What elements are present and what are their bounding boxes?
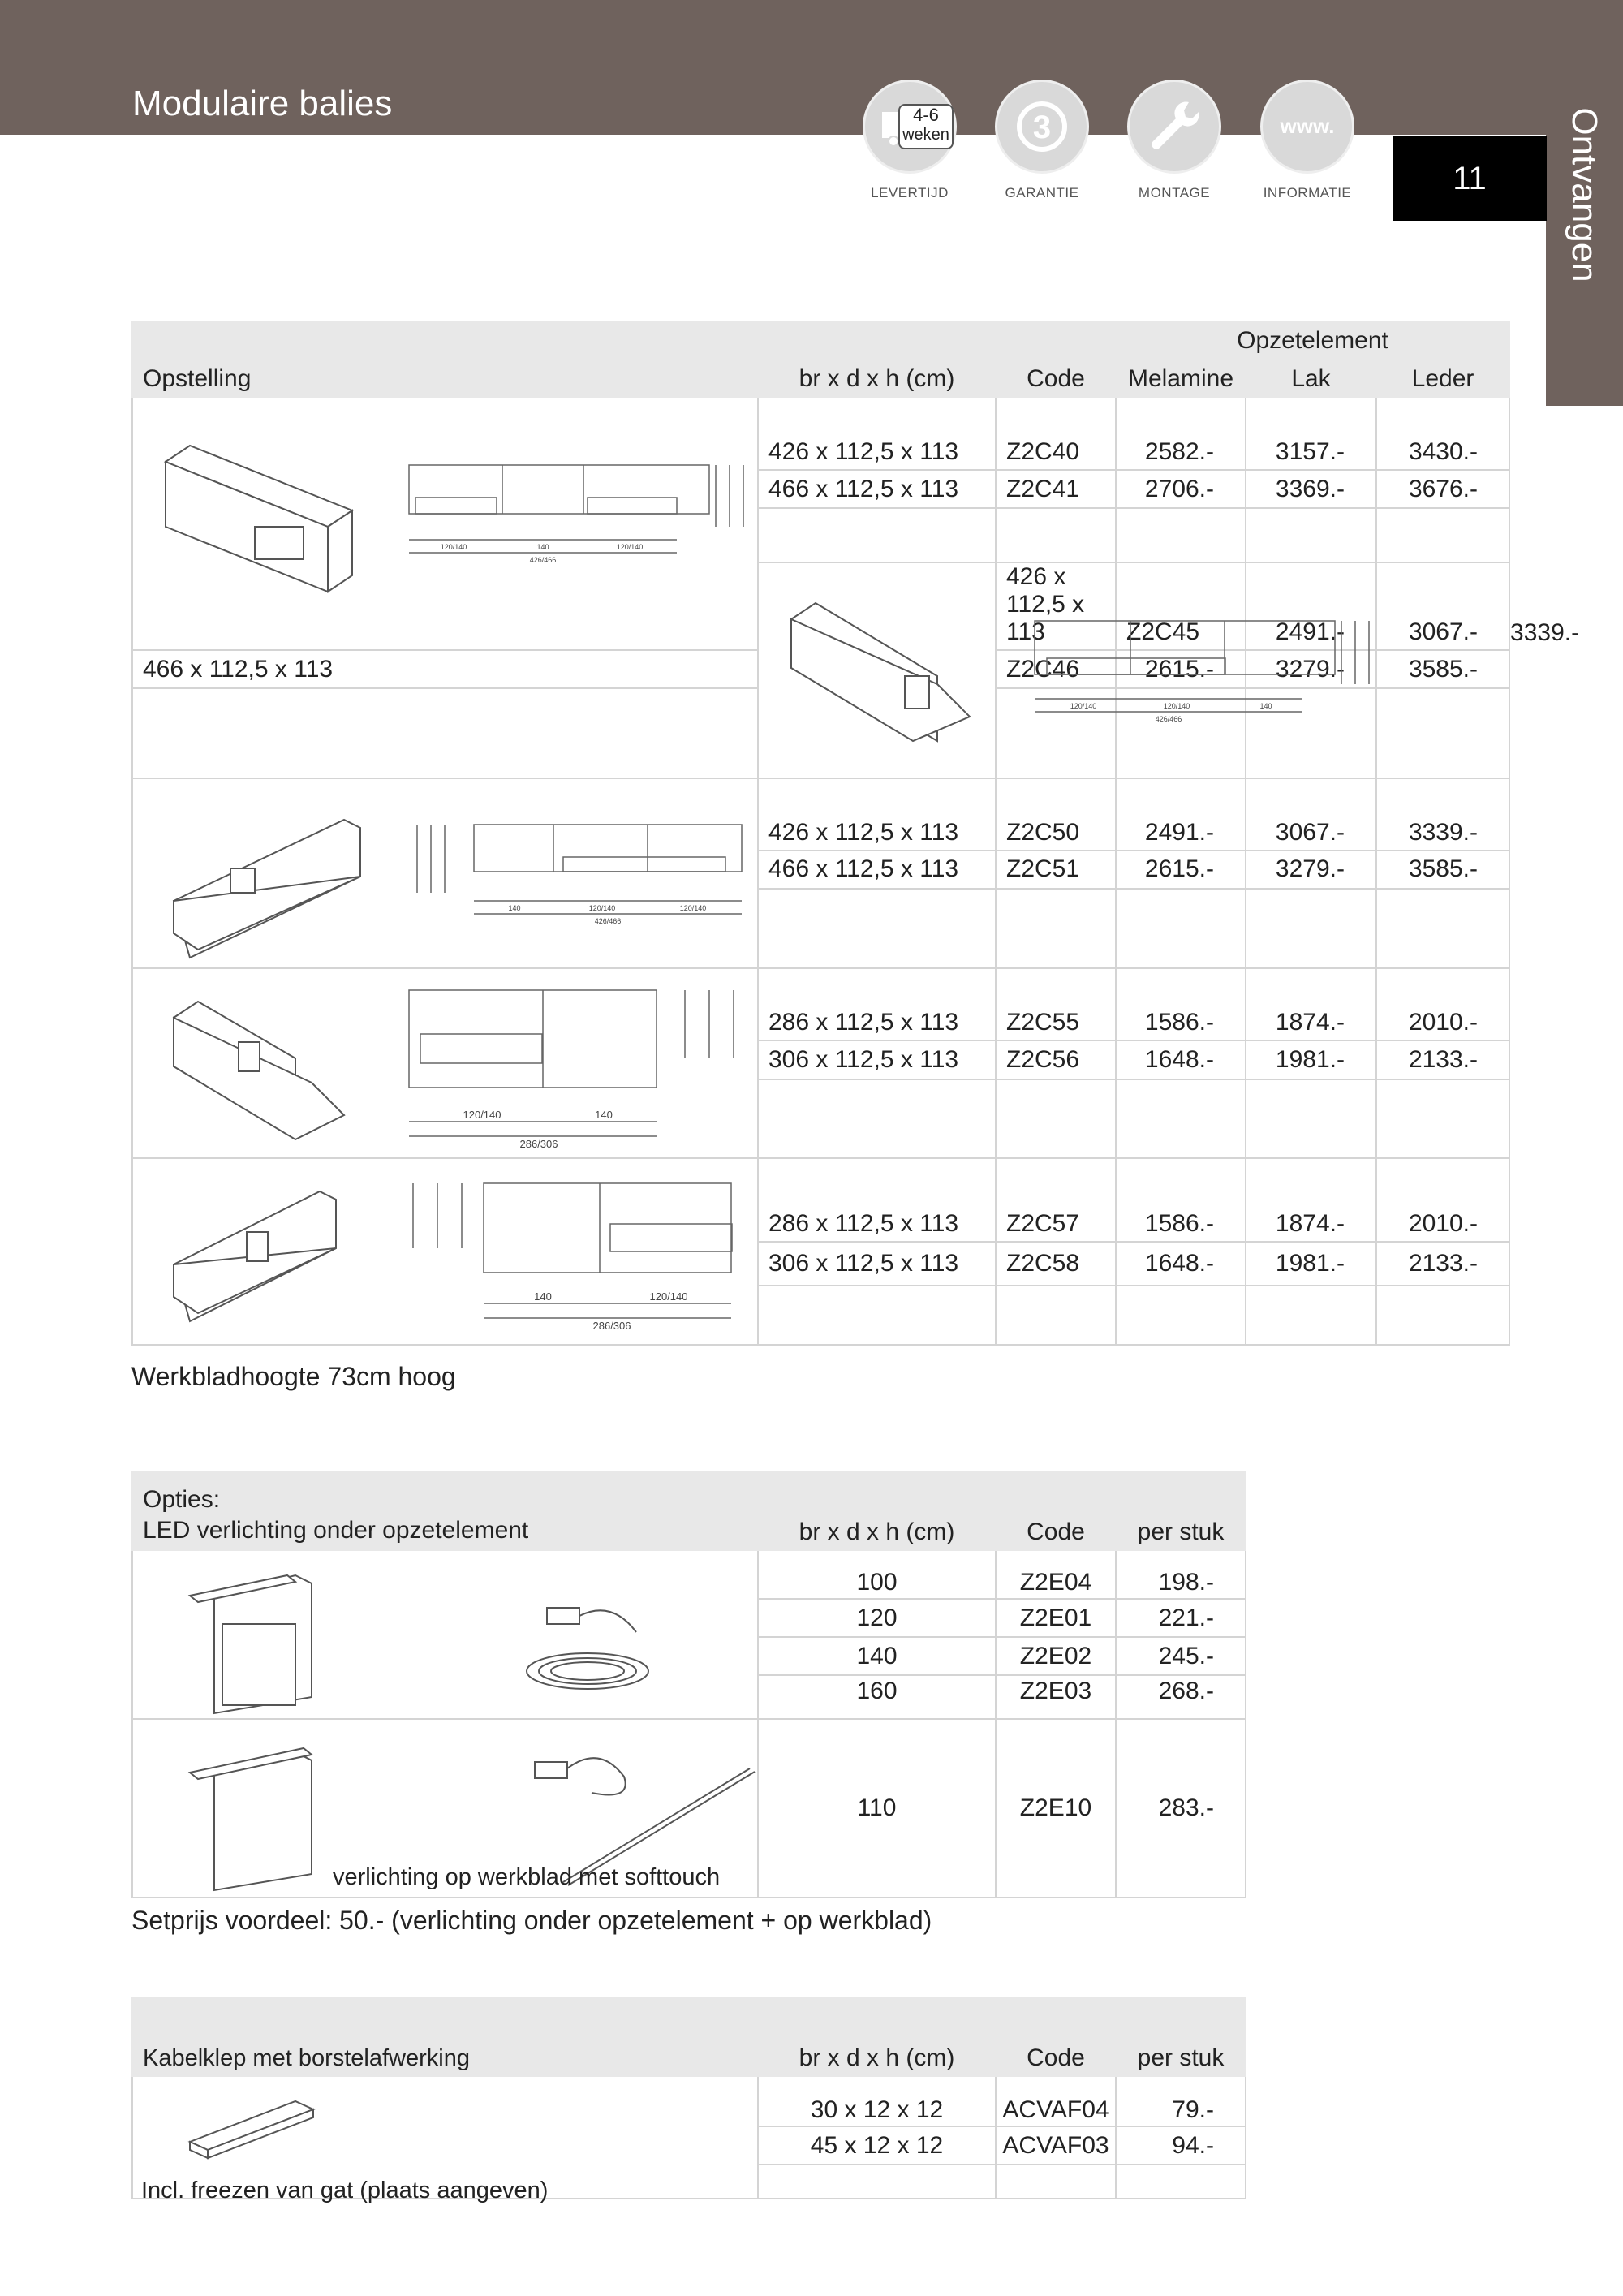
code: ACVAF03	[996, 2126, 1116, 2165]
dims: 45 x 12 x 12	[758, 2126, 996, 2165]
price: 94.-	[1116, 2126, 1246, 2165]
code: Z2C58	[996, 1242, 1116, 1286]
dim-w1: 120/140	[463, 1109, 502, 1121]
price-melamine: 2615.-	[1116, 650, 1246, 688]
col-code: Code	[996, 1998, 1116, 2076]
price-lak: 3279.-	[1246, 851, 1376, 889]
dims: 466 x 112,5 x 113	[758, 851, 996, 889]
price: 245.-	[1116, 1637, 1246, 1675]
price-lak: 1981.-	[1246, 1242, 1376, 1286]
dim-total: 426/466	[529, 556, 557, 564]
code: Z2E02	[996, 1637, 1116, 1675]
levertijd-weeks: 4-6	[913, 105, 939, 125]
col-melamine: Melamine	[1116, 359, 1246, 397]
price: 221.-	[1116, 1599, 1246, 1637]
dims: 286 x 112,5 x 113	[758, 1158, 996, 1242]
group-opzetelement: Opzetelement	[1116, 322, 1509, 359]
col-code: Code	[996, 322, 1116, 397]
balie-drawing-5	[133, 1159, 759, 1344]
code: Z2C51	[996, 851, 1116, 889]
price-leder: 3676.-	[1376, 470, 1509, 508]
garantie-badge	[995, 80, 1089, 201]
kabelklep-title: Kabelklep met borstelafwerking	[132, 1998, 758, 2076]
balies-table: Opstelling br x d x h (cm) Code Opzetelement Melamine Lak Leder 120/140 140 120/140 426/466 426 x 112,5 x 113 Z2C40 2582.- 3157.- 3430.- 466 x 112,5 x 113 Z2C41 2706.- 3369.- 3676.- 120/140 120/140 140 426/466 426 x 112,5 x 113 Z2C45 2491.- 3067.- 3339.- 466 x 112,5 x 113 Z2C46 2615.- 3279.- 3585.- 140 120/140 120/140 426/466 426 x 112,5 x 113 Z2C50 2491.- 3067.- 3339.- 466 x 112,5 x 113 Z2C51 2615.- 3279.- 3585.- 120/140 140 286/306 286 x 112,5 x 113 Z2C55 1586.- 1874.- 2010.- 306 x 112,5 x 113 Z2C56 1648.- 1981.- 2133.- 140 120/140 286/306 286 x 112,5 x 113 Z2C57 1586.- 1874.- 2010.- 306 x 112,5 x 113 Z2C58 1648.- 1981.- 2133.-	[131, 321, 1510, 1346]
col-price: per stuk	[1116, 1472, 1246, 1550]
col-price: per stuk	[1116, 1998, 1246, 2076]
price-leder: 2133.-	[1376, 1040, 1509, 1079]
levertijd-unit: weken	[902, 126, 949, 144]
page-title: Modulaire balies	[132, 84, 393, 123]
dims: 426 x 112,5 x 113	[758, 778, 996, 851]
kabelklep-caption: Incl. freezen van gat (plaats aangeven)	[141, 2178, 549, 2203]
werkblad-note: Werkbladhoogte 73cm hoog	[131, 1362, 456, 1391]
code: Z2C41	[996, 470, 1116, 508]
dim-w3: 120/140	[616, 543, 644, 551]
page-number: 11	[1393, 136, 1547, 221]
dims: 306 x 112,5 x 113	[758, 1242, 996, 1286]
balie-drawing-1	[133, 429, 759, 618]
balie-drawing-3	[133, 779, 759, 967]
price-leder: 2010.-	[1376, 1158, 1509, 1242]
opstelling-figure-4	[132, 968, 758, 1158]
opstelling-figure-5	[132, 1158, 758, 1345]
price-melamine: 1586.-	[1116, 968, 1246, 1040]
price-melamine: 2491.-	[1116, 778, 1246, 851]
garantie-label: GARANTIE	[1005, 185, 1079, 200]
led-figure	[132, 1550, 758, 1719]
code: Z2E03	[996, 1675, 1116, 1719]
price-lak: 1874.-	[1246, 968, 1376, 1040]
led-title: LED verlichting onder opzetelement	[143, 1517, 529, 1544]
led-options-table	[131, 1471, 1246, 1898]
col-opstelling: Opstelling	[132, 322, 758, 397]
kabelklep-table	[131, 1997, 1246, 2203]
code: Z2C45	[1116, 562, 1246, 650]
dims: 306 x 112,5 x 113	[758, 1040, 996, 1079]
dim-w1: 140	[508, 904, 521, 912]
price-lak: 3157.-	[1246, 397, 1376, 470]
code: Z2C55	[996, 968, 1116, 1040]
price-lak: 1874.-	[1246, 1158, 1376, 1242]
size: 100	[758, 1550, 996, 1599]
code: Z2C50	[996, 778, 1116, 851]
section-tab-label: Ontvangen	[1565, 107, 1604, 282]
price-lak: 3279.-	[1246, 650, 1376, 688]
code: Z2C56	[996, 1040, 1116, 1079]
col-code: Code	[996, 1472, 1116, 1550]
col-dims: br x d x h (cm)	[758, 1998, 996, 2076]
dim-total: 426/466	[1155, 715, 1182, 723]
code: Z2E04	[996, 1550, 1116, 1599]
dim-total: 286/306	[592, 1320, 631, 1332]
price-melamine: 1648.-	[1116, 1040, 1246, 1079]
balie-drawing-4	[133, 969, 759, 1157]
code: Z2C57	[996, 1158, 1116, 1242]
informatie-badge	[1260, 80, 1354, 201]
size: 160	[758, 1675, 996, 1719]
warranty-years: 3	[1032, 110, 1052, 145]
code: Z2C46	[996, 650, 1116, 688]
kabelklep-figure	[132, 2076, 758, 2203]
col-leder: Leder	[1376, 359, 1509, 397]
warranty-icon	[995, 80, 1089, 174]
led-werkblad-figure	[132, 1719, 758, 1898]
montage-label: MONTAGE	[1138, 185, 1211, 200]
dims: 30 x 12 x 12	[758, 2076, 996, 2126]
price-melamine: 2582.-	[1116, 397, 1246, 470]
size: 120	[758, 1599, 996, 1637]
balie-drawing-2	[759, 571, 1384, 770]
price-melamine: 1648.-	[1116, 1242, 1246, 1286]
options-title: Opties:	[143, 1486, 221, 1513]
dim-w2: 140	[536, 543, 549, 551]
price: 198.-	[1116, 1550, 1246, 1599]
informatie-label: INFORMATIE	[1263, 185, 1352, 200]
price-leder: 2133.-	[1376, 1242, 1509, 1286]
price: 268.-	[1116, 1675, 1246, 1719]
opstelling-figure-1	[132, 397, 758, 650]
price-melamine: 2615.-	[1116, 851, 1246, 889]
led-under-drawing	[133, 1551, 759, 1718]
price-leder: 3585.-	[1376, 650, 1509, 688]
web-icon	[1260, 80, 1354, 174]
price-lak: 3067.-	[1376, 562, 1509, 650]
dim-w1: 120/140	[440, 543, 467, 551]
price-lak: 1981.-	[1246, 1040, 1376, 1079]
dim-w3: 140	[1259, 702, 1272, 710]
werkblad-caption: verlichting op werkblad met softtouch	[333, 1864, 721, 1890]
price-leder: 3585.-	[1376, 851, 1509, 889]
price: 283.-	[1116, 1719, 1246, 1898]
dims: 466 x 112,5 x 113	[132, 650, 758, 688]
size: 110	[758, 1719, 996, 1898]
dim-w2: 120/140	[649, 1290, 688, 1303]
price-leder: 3339.-	[1376, 778, 1509, 851]
price-melamine: 2706.-	[1116, 470, 1246, 508]
levertijd-badge	[863, 80, 957, 201]
col-dims: br x d x h (cm)	[758, 322, 996, 397]
code: ACVAF04	[996, 2076, 1116, 2126]
opstelling-figure-3	[132, 778, 758, 968]
web-glyph: www.	[1280, 114, 1335, 138]
setprijs-note: Setprijs voordeel: 50.- (verlichting onder opzetelement + op werkblad)	[131, 1906, 932, 1935]
col-lak: Lak	[1246, 359, 1376, 397]
price-melamine: 2491.-	[1246, 562, 1376, 650]
size: 140	[758, 1637, 996, 1675]
levertijd-label: LEVERTIJD	[871, 185, 949, 200]
price-lak: 3369.-	[1246, 470, 1376, 508]
wrench-icon	[1127, 80, 1221, 174]
dims: 426 x 112,5 x 113	[758, 397, 996, 470]
dim-total: 286/306	[519, 1138, 558, 1150]
montage-badge	[1127, 80, 1221, 201]
price-melamine: 1586.-	[1116, 1158, 1246, 1242]
dims: 426 x 112,5 x 113	[996, 562, 1116, 650]
code: Z2C40	[996, 397, 1116, 470]
code: Z2E01	[996, 1599, 1116, 1637]
price-leder: 3430.-	[1376, 397, 1509, 470]
dims: 286 x 112,5 x 113	[758, 968, 996, 1040]
dim-total: 426/466	[594, 917, 622, 925]
price-leder: 2010.-	[1376, 968, 1509, 1040]
dim-w2: 140	[595, 1109, 613, 1121]
price-lak: 3067.-	[1246, 778, 1376, 851]
dim-w1: 120/140	[1070, 702, 1097, 710]
dims: 466 x 112,5 x 113	[758, 470, 996, 508]
dim-w2: 120/140	[1163, 702, 1190, 710]
price: 79.-	[1116, 2076, 1246, 2126]
dim-w1: 140	[534, 1290, 552, 1303]
dim-w3: 120/140	[679, 904, 707, 912]
code: Z2E10	[996, 1719, 1116, 1898]
col-size: br x d x h (cm)	[758, 1472, 996, 1550]
dim-w2: 120/140	[588, 904, 616, 912]
